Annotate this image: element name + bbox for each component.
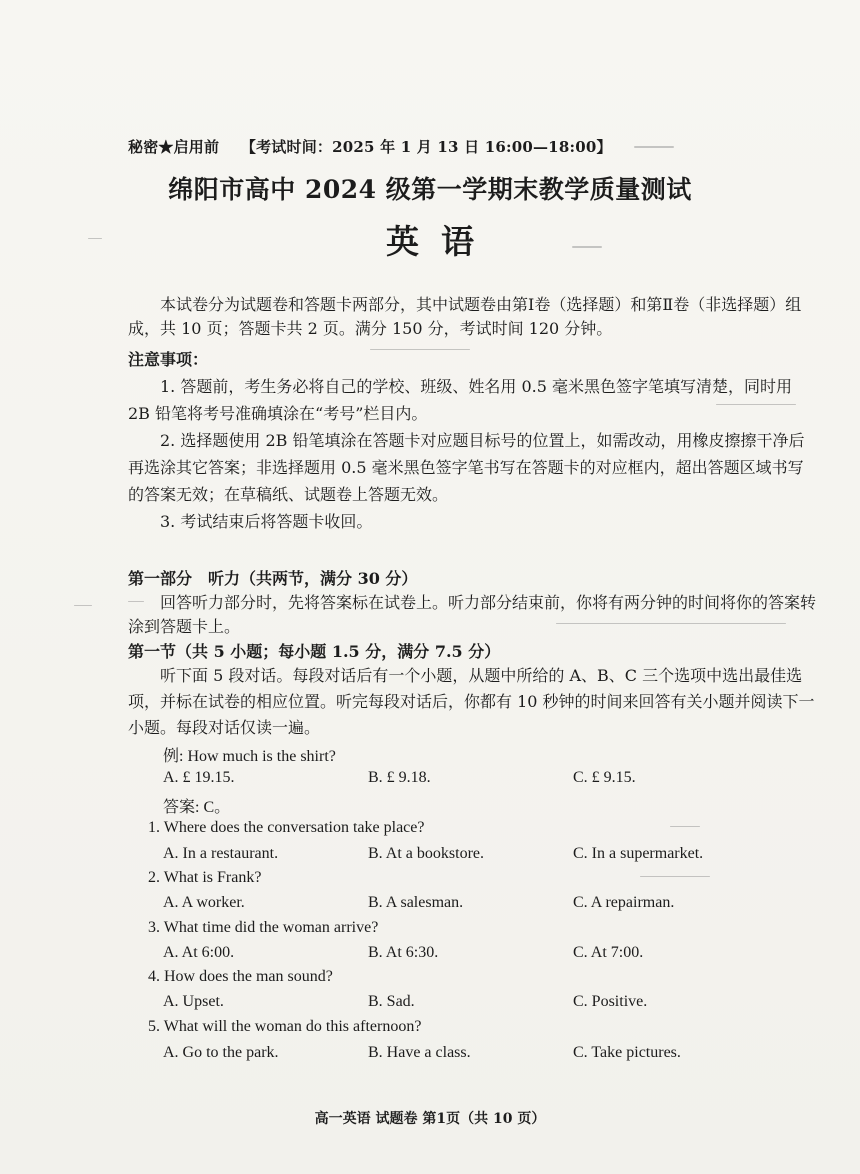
subject-title: 英语 — [386, 222, 496, 261]
header-line — [128, 136, 612, 157]
scan-smudge — [634, 146, 674, 148]
intro-paragraph: 本试卷分为试题卷和答题卡两部分，其中试题卷由第Ⅰ卷（选择题）和第Ⅱ卷（非选择题）组成，共 10 页；答题卡共 2 页。满分 150 分，考试时间 120 分钟。 — [128, 295, 802, 338]
scan-smudge — [370, 349, 470, 350]
example-question: 例: How much is the shirt? — [163, 748, 336, 765]
part1-description: 回答听力部分时，先将答案标在试卷上。听力部分结束前，你将有两分钟的时间将你的答案转涂到答题卡上。 — [128, 593, 817, 636]
confidential-label: 秘密★启用前 — [128, 138, 220, 156]
note-item-2: 2. 选择题使用 2B 铅笔填涂在答题卡对应题目标号的位置上，如需改动，用橡皮擦擦干净后再选涂其它答案；非选择题用 0.5 毫米黑色签字笔书写在答题卡的对应框内，超出答题区域书写的答案无效；在草稿纸、试题卷上答题无效。 — [128, 431, 805, 504]
scan-smudge — [716, 404, 796, 405]
q4-option-a: A. Upset. — [163, 993, 224, 1010]
q2-option-b: B. A salesman. — [368, 894, 464, 911]
question-1: 1. Where does the conversation take place? — [148, 819, 425, 836]
q5-option-c: C. Take pictures. — [573, 1044, 681, 1061]
example-option-c: C. £ 9.15. — [573, 769, 636, 786]
q3-option-c: C. At 7:00. — [573, 944, 644, 961]
example-option-a: A. £ 19.15. — [163, 769, 235, 786]
scan-smudge — [74, 605, 92, 606]
q3-option-a: A. At 6:00. — [163, 944, 235, 961]
question-2: 2. What is Frank? — [148, 869, 262, 886]
exam-time: 【考试时间：2025 年 1 月 13 日 16:00—18:00】 — [240, 138, 612, 156]
scan-smudge — [670, 826, 700, 827]
question-3: 3. What time did the woman arrive? — [148, 919, 379, 936]
q1-option-b: B. At a bookstore. — [368, 845, 484, 862]
scan-smudge — [556, 623, 786, 624]
q5-option-a: A. Go to the park. — [163, 1044, 279, 1061]
page-title: 绵阳市高中 2024 级第一学期末教学质量测试 — [168, 175, 692, 204]
scan-smudge — [572, 246, 602, 248]
q2-option-a: A. A worker. — [163, 894, 245, 911]
scan-smudge — [640, 876, 710, 877]
page-footer: 高一英语 试题卷 第1页（共 10 页） — [314, 1111, 546, 1127]
q1-option-c: C. In a supermarket. — [573, 845, 704, 862]
scan-smudge — [128, 601, 144, 602]
note-item-3: 3. 考试结束后将答题卡收回。 — [160, 512, 373, 531]
q4-option-b: B. Sad. — [368, 993, 415, 1010]
scan-smudge — [88, 238, 102, 239]
section1-description: 听下面 5 段对话。每段对话后有一个小题，从题中所给的 A、B、C 三个选项中选出最佳选项，并标在试卷的相应位置。听完每段对话后，你都有 10 秒钟的时间来回答有关小题并阅读下一小题。每段对话仅读一遍。 — [128, 666, 815, 737]
q3-option-b: B. At 6:30. — [368, 944, 439, 961]
note-item-1: 1. 答题前，考生务必将自己的学校、班级、姓名用 0.5 毫米黑色签字笔填写清楚，同时用 2B 铅笔将考号准确填涂在“考号”栏目内。 — [128, 377, 792, 423]
section1-heading: 第一节（共 5 小题；每小题 1.5 分，满分 7.5 分） — [128, 642, 501, 661]
part1-heading: 第一部分 听力（共两节，满分 30 分） — [128, 569, 418, 588]
question-5: 5. What will the woman do this afternoon? — [148, 1018, 422, 1035]
example-answer: 答案: C。 — [163, 799, 231, 816]
q5-option-b: B. Have a class. — [368, 1044, 471, 1061]
question-4: 4. How does the man sound? — [148, 968, 333, 985]
q4-option-c: C. Positive. — [573, 993, 648, 1010]
q1-option-a: A. In a restaurant. — [163, 845, 279, 862]
notes-heading: 注意事项： — [128, 350, 209, 369]
example-option-b: B. £ 9.18. — [368, 769, 431, 786]
q2-option-c: C. A repairman. — [573, 894, 675, 911]
